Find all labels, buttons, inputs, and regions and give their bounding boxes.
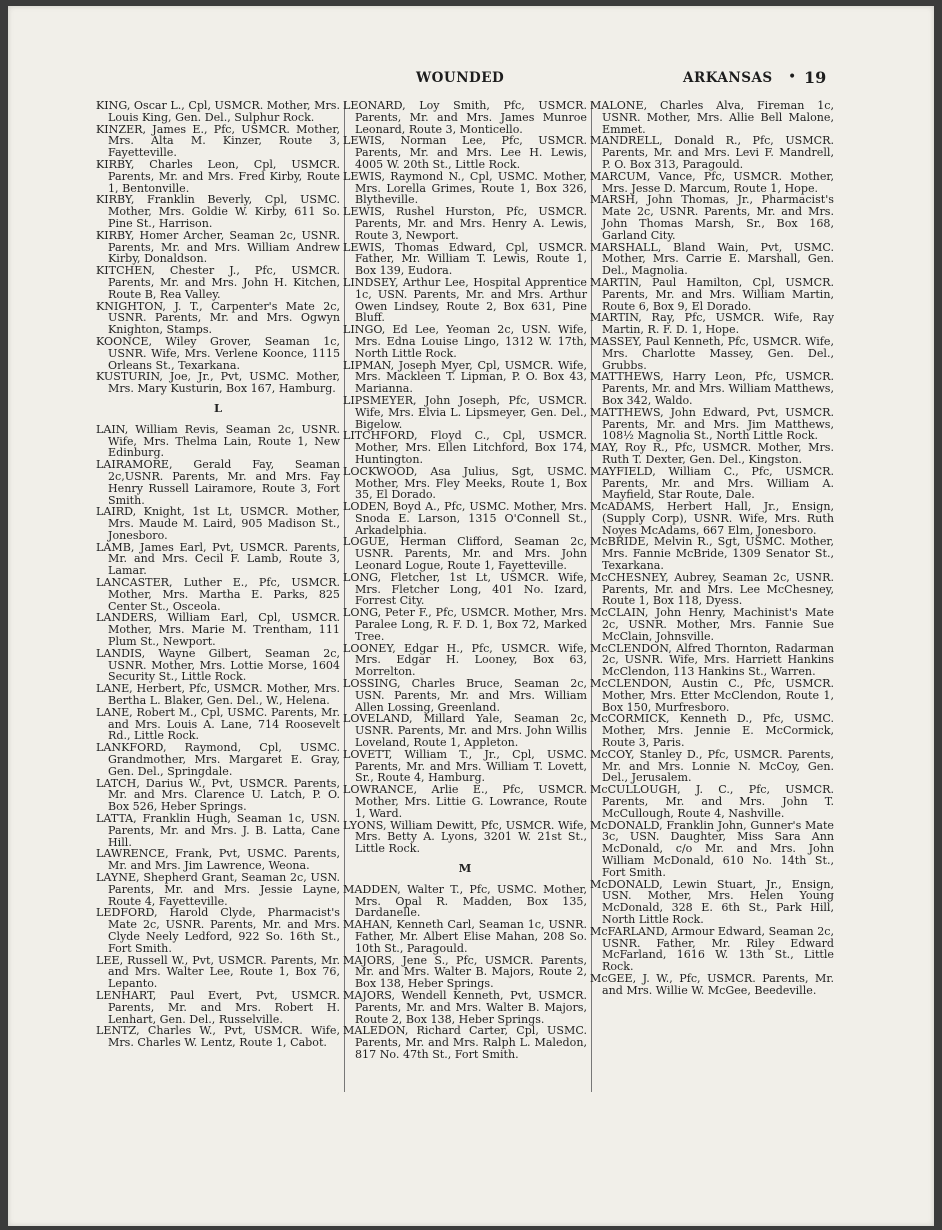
casualty-entry: LATCH, Darius W., Pvt, USMCR. Parents, Mr. and Mrs. Clarence U. Latch, P. O. Box 526, Heber Springs. xyxy=(96,776,340,814)
casualty-entry: LOWRANCE, Arlie E., Pfc, USMCR. Mother, Mrs. Littie G. Lowrance, Route 1, Ward. xyxy=(343,783,587,820)
casualty-entry: LOVETT, William T., Jr., Cpl, USMC. Parents, Mr. and Mrs. William T. Lovett, Sr., Route 4, Hamburg. xyxy=(343,747,587,785)
state-title: ARKANSAS xyxy=(683,70,773,86)
casualty-entry: LINDSEY, Arthur Lee, Hospital Apprentice 1c, USN. Parents, Mr. and Mrs. Arthur Owen Lindsey, Route 2, Box 631, Pine Bluff. xyxy=(343,275,587,325)
casualty-entry: McCOY, Stanley D., Pfc, USMCR. Parents, Mr. and Mrs. Lonnie N. McCoy, Gen. Del., Jerusalem. xyxy=(590,747,834,785)
casualty-entry: LODEN, Boyd A., Pfc, USMC. Mother, Mrs. Snoda E. Larson, 1315 O'Connell St., Arkadelphia. xyxy=(343,500,587,537)
casualty-entry: LIPMAN, Joseph Myer, Cpl, USMCR. Wife, Mrs. Mackleen T. Lipman, P. O. Box 43, Marianna. xyxy=(343,358,587,396)
casualty-entry: MATTHEWS, John Edward, Pvt, USMCR. Parents, Mr. and Mrs. Jim Matthews, 108½ Magnolia St., North Little Rock. xyxy=(590,405,834,443)
casualty-entry: MARTIN, Ray, Pfc, USMCR. Wife, Ray Martin, R. F. D. 1, Hope. xyxy=(590,311,834,337)
casualty-entry: McDONALD, Lewin Stuart, Jr., Ensign, USN. Mother, Mrs. Helen Young McDonald, 328 E. 6th St., Park Hill, North Little Rock. xyxy=(590,877,834,926)
casualty-entry: LAIRD, Knight, 1st Lt, USMCR. Mother, Mrs. Maude M. Laird, 905 Madison St., Jonesboro. xyxy=(96,505,340,542)
section-letter: L xyxy=(213,400,223,415)
document-page xyxy=(8,6,934,1226)
casualty-entry: KOONCE, Wiley Grover, Seaman 1c, USNR. Wife, Mrs. Verlene Koonce, 1115 Orleans St., Texarkana. xyxy=(96,334,340,372)
casualty-entry: LANKFORD, Raymond, Cpl, USMC. Grandmother, Mrs. Margaret E. Gray, Gen. Del., Springdale. xyxy=(96,741,340,778)
casualty-entry: McGEE, J. W., Pfc, USMCR. Parents, Mr. and Mrs. Willie W. McGee, Beedeville. xyxy=(590,971,834,997)
casualty-entry: LOCKWOOD, Asa Julius, Sgt, USMC. Mother, Mrs. Fley Meeks, Route 1, Box 35, El Dorado. xyxy=(343,464,587,502)
casualty-entry: MARTIN, Paul Hamilton, Cpl, USMCR. Parents, Mr. and Mrs. William Martin, Route 6, Box 9, El Dorado. xyxy=(590,275,834,313)
casualty-entry: KIRBY, Charles Leon, Cpl, USMCR. Parents, Mr. and Mrs. Fred Kirby, Route 1, Bentonville. xyxy=(96,157,340,195)
casualty-entry: McCLAIN, John Henry, Machinist's Mate 2c, USNR. Mother, Mrs. Fannie Sue McClain, Johnsville. xyxy=(590,606,834,643)
casualty-entry: MANDRELL, Donald R., Pfc, USMCR. Parents, Mr. and Mrs. Levi F. Mandrell, P. O. Box 313, Paragould. xyxy=(590,134,834,171)
casualty-entry: LAMB, James Earl, Pvt, USMCR. Parents, Mr. and Mrs. Cecil F. Lamb, Route 3, Lamar. xyxy=(96,540,340,578)
column-1 xyxy=(96,100,340,1049)
casualty-entry: MARSHALL, Bland Wain, Pvt, USMC. Mother, Mrs. Carrie E. Marshall, Gen. Del., Magnolia. xyxy=(590,240,834,278)
casualty-entry: KITCHEN, Chester J., Pfc, USMCR. Parents, Mr. and Mrs. John H. Kitchen, Route B, Rea Valley. xyxy=(96,264,340,301)
casualty-entry: LEWIS, Rushel Hurston, Pfc, USMCR. Parents, Mr. and Mrs. Henry A. Lewis, Route 3, Newport. xyxy=(343,205,587,242)
casualty-entry: LEONARD, Loy Smith, Pfc, USMCR. Parents, Mr. and Mrs. James Munroe Leonard, Route 3, Monticello. xyxy=(343,99,587,136)
section-letter: M xyxy=(458,861,472,875)
casualty-entry: LINGO, Ed Lee, Yeoman 2c, USN. Wife, Mrs. Edna Louise Lingo, 1312 W. 17th, North Little Rock. xyxy=(343,323,587,360)
casualty-entry: McBRIDE, Melvin R., Sgt, USMC. Mother, Mrs. Fannie McBride, 1309 Senator St., Texarkana. xyxy=(590,535,834,573)
casualty-entry: McCULLOUGH, J. C., Pfc, USMCR. Parents, Mr. and Mrs. John T. McCullough, Route 4, Nashville. xyxy=(590,783,834,820)
casualty-entry: MAY, Roy R., Pfc, USMCR. Mother, Mrs. Ruth T. Dexter, Gen. Del., Kingston. xyxy=(590,441,834,466)
casualty-entry: McADAMS, Herbert Hall, Jr., Ensign, (Supply Corp), USNR. Wife, Mrs. Ruth Noyes McAdams, 667 Elm, Jonesboro. xyxy=(590,500,834,537)
page-header xyxy=(8,70,934,90)
casualty-entry: LAIRAMORE, Gerald Fay, Seaman 2c,USNR. Parents, Mr. and Mrs. Fay Henry Russell Lairamore, Route 3, Fort Smith. xyxy=(96,458,340,507)
casualty-entry: LEWIS, Raymond N., Cpl, USMC. Mother, Mrs. Lorella Grimes, Route 1, Box 326, Blytheville. xyxy=(343,169,587,207)
casualty-entry: MAJORS, Wendell Kenneth, Pvt, USMCR. Parents, Mr. and Mrs. Walter B. Majors, Route 2, Box 138, Heber Springs. xyxy=(343,988,587,1026)
casualty-entry: LAIN, William Revis, Seaman 2c, USNR. Wife, Mrs. Thelma Lain, Route 1, New Edinburg. xyxy=(96,422,340,460)
casualty-entry: KNIGHTON, J. T., Carpenter's Mate 2c, USNR. Parents, Mr. and Mrs. Ogwyn Knighton, Stamps. xyxy=(96,299,340,337)
casualty-entry: MALEDON, Richard Carter, Cpl, USMC. Parents, Mr. and Mrs. Ralph L. Maledon, 817 No. 47th St., Fort Smith. xyxy=(343,1024,587,1061)
casualty-entry: KIRBY, Homer Archer, Seaman 2c, USNR. Parents, Mr. and Mrs. William Andrew Kirby, Donaldson. xyxy=(96,228,340,266)
casualty-entry: LOVELAND, Millard Yale, Seaman 2c, USNR. Parents, Mr. and Mrs. John Willis Loveland, Route 1, Appleton. xyxy=(343,712,587,750)
page-number: 19 xyxy=(804,68,827,87)
casualty-entry: LAYNE, Shepherd Grant, Seaman 2c, USN. Parents, Mr. and Mrs. Jessie Layne, Route 4, Fayetteville. xyxy=(96,871,340,908)
casualty-entry: LOSSING, Charles Bruce, Seaman 2c, USN. Parents, Mr. and Mrs. William Allen Lossing, Greenland. xyxy=(343,677,587,714)
casualty-entry: MAJORS, Jene S., Pfc, USMCR. Parents, Mr. and Mrs. Walter B. Majors, Route 2, Box 138, Heber Springs. xyxy=(343,953,587,991)
casualty-entry: MARCUM, Vance, Pfc, USMCR. Mother, Mrs. Jesse D. Marcum, Route 1, Hope. xyxy=(590,169,834,195)
casualty-entry: KING, Oscar L., Cpl, USMCR. Mother, Mrs. Louis King, Gen. Del., Sulphur Rock. xyxy=(96,99,340,124)
column-3 xyxy=(590,100,834,997)
casualty-entry: LANE, Robert M., Cpl, USMC. Parents, Mr. and Mrs. Louis A. Lane, 714 Roosevelt Rd., Little Rock. xyxy=(96,705,340,743)
casualty-entry: LYONS, William Dewitt, Pfc, USMCR. Wife, Mrs. Betty A. Lyons, 3201 W. 21st St., Little Rock. xyxy=(343,818,587,856)
casualty-entry: McCORMICK, Kenneth D., Pfc, USMC. Mother, Mrs. Jennie E. McCormick, Route 3, Paris. xyxy=(590,712,834,750)
casualty-entry: MARSH, John Thomas, Jr., Pharmacist's Mate 2c, USNR. Parents, Mr. and Mrs. John Thomas Marsh, Sr., Box 168, Garland City. xyxy=(590,193,834,242)
casualty-entry: KIRBY, Franklin Beverly, Cpl, USMC. Mother, Mrs. Goldie W. Kirby, 611 So. Pine St., Harrison. xyxy=(96,193,340,230)
casualty-entry: McFARLAND, Armour Edward, Seaman 2c, USNR. Father, Mr. Riley Edward McFarland, 1616 W. 13th St., Little Rock. xyxy=(590,924,834,974)
casualty-entry: LOONEY, Edgar H., Pfc, USMCR. Wife, Mrs. Edgar H. Looney, Box 63, Morrelton. xyxy=(343,641,587,679)
casualty-entry: MADDEN, Walter T., Pfc, USMC. Mother, Mrs. Opal R. Madden, Box 135, Dardanelle. xyxy=(343,882,587,920)
casualty-entry: LENTZ, Charles W., Pvt, USMCR. Wife, Mrs. Charles W. Lentz, Route 1, Cabot. xyxy=(96,1024,340,1050)
casualty-entry: KINZER, James E., Pfc, USMCR. Mother, Mrs. Alta M. Kinzer, Route 3, Fayetteville. xyxy=(96,122,340,160)
casualty-entry: McCHESNEY, Aubrey, Seaman 2c, USNR. Parents, Mr. and Mrs. Lee McChesney, Route 1, Box 118, Dyess. xyxy=(590,570,834,608)
casualty-entry: LONG, Fletcher, 1st Lt, USMCR. Wife, Mrs. Fletcher Long, 401 No. Izard, Forrest City. xyxy=(343,570,587,608)
casualty-entry: LONG, Peter F., Pfc, USMCR. Mother, Mrs. Paralee Long, R. F. D. 1, Box 72, Marked Tree. xyxy=(343,606,587,643)
casualty-entry: LANE, Herbert, Pfc, USMCR. Mother, Mrs. Bertha L. Blaker, Gen. Del., W., Helena. xyxy=(96,682,340,708)
casualty-entry: LATTA, Franklin Hugh, Seaman 1c, USN. Parents, Mr. and Mrs. J. B. Latta, Cane Hill. xyxy=(96,812,340,849)
casualty-entry: MAYFIELD, William C., Pfc, USMCR. Parents, Mr. and Mrs. William A. Mayfield, Star Route, Dale. xyxy=(590,464,834,502)
casualty-entry: LOGUE, Herman Clifford, Seaman 2c, USNR. Parents, Mr. and Mrs. John Leonard Logue, Route 1, Fayetteville. xyxy=(343,535,587,573)
casualty-entry: LEWIS, Thomas Edward, Cpl, USMCR. Father, Mr. William T. Lewis, Route 1, Box 139, Eudora. xyxy=(343,240,587,278)
casualty-entry: LANDIS, Wayne Gilbert, Seaman 2c, USNR. Mother, Mrs. Lottie Morse, 1604 Security St., Little Rock. xyxy=(96,646,340,684)
casualty-entry: LANDERS, William Earl, Cpl, USMCR. Mother, Mrs. Marie M. Trentham, 111 Plum St., Newport. xyxy=(96,611,340,649)
casualty-entry: KUSTURIN, Joe, Jr., Pvt, USMC. Mother, Mrs. Mary Kusturin, Box 167, Hamburg. xyxy=(96,370,340,396)
casualty-entry: LITCHFORD, Floyd C., Cpl, USMCR. Mother, Mrs. Ellen Litchford, Box 174, Huntington. xyxy=(343,429,587,466)
casualty-entry: LEDFORD, Harold Clyde, Pharmacist's Mate 2c, USNR. Parents, Mr. and Mrs. Clyde Neely Ledford, 922 So. 16th St., Fort Smith. xyxy=(96,906,340,955)
casualty-entry: MAHAN, Kenneth Carl, Seaman 1c, USNR. Father, Mr. Albert Elise Mahan, 208 So. 10th St., Paragould. xyxy=(343,918,587,955)
casualty-entry: MALONE, Charles Alva, Fireman 1c, USNR. Mother, Mrs. Allie Bell Malone, Emmet. xyxy=(590,99,834,136)
section-title: WOUNDED xyxy=(416,70,505,86)
casualty-entry: LEE, Russell W., Pvt, USMCR. Parents, Mr. and Mrs. Walter Lee, Route 1, Box 76, Lepanto. xyxy=(96,953,340,991)
casualty-entry: McDONALD, Franklin John, Gunner's Mate 3c, USN. Daughter, Miss Sara Ann McDonald, c/o Mr. and Mrs. John William McDonald, 610 No. 14th St., Fort Smith. xyxy=(590,818,834,879)
casualty-entry: LENHART, Paul Evert, Pvt, USMCR. Parents, Mr. and Mrs. Robert H. Lenhart, Gen. Del., Russelville. xyxy=(96,988,340,1026)
casualty-entry: LEWIS, Norman Lee, Pfc, USMCR. Parents, Mr. and Mrs. Lee H. Lewis, 4005 W. 20th St., Little Rock. xyxy=(343,134,587,171)
column-2 xyxy=(343,100,587,1061)
casualty-entry: McCLENDON, Alfred Thornton, Radarman 2c, USNR. Wife, Mrs. Harriett Hankins McClendon, 113 Hankins St., Warren. xyxy=(590,641,834,679)
header-bullet: • xyxy=(788,69,797,85)
casualty-entry: LIPSMEYER, John Joseph, Pfc, USMCR. Wife, Mrs. Elvia L. Lipsmeyer, Gen. Del., Bigelow. xyxy=(343,393,587,431)
casualty-entry: MASSEY, Paul Kenneth, Pfc, USMCR. Wife, Mrs. Charlotte Massey, Gen. Del., Grubbs. xyxy=(590,334,834,372)
casualty-entry: LAWRENCE, Frank, Pvt, USMC. Parents, Mr. and Mrs. Jim Lawrence, Weona. xyxy=(96,847,340,873)
casualty-entry: LANCASTER, Luther E., Pfc, USMCR. Mother, Mrs. Martha E. Parks, 825 Center St., Osceola. xyxy=(96,576,340,613)
casualty-entry: MATTHEWS, Harry Leon, Pfc, USMCR. Parents, Mr. and Mrs. William Matthews, Box 342, Waldo. xyxy=(590,370,834,407)
casualty-entry: McCLENDON, Austin C., Pfc, USMCR. Mother, Mrs. Etter McClendon, Route 1, Box 150, Murfresboro. xyxy=(590,677,834,714)
